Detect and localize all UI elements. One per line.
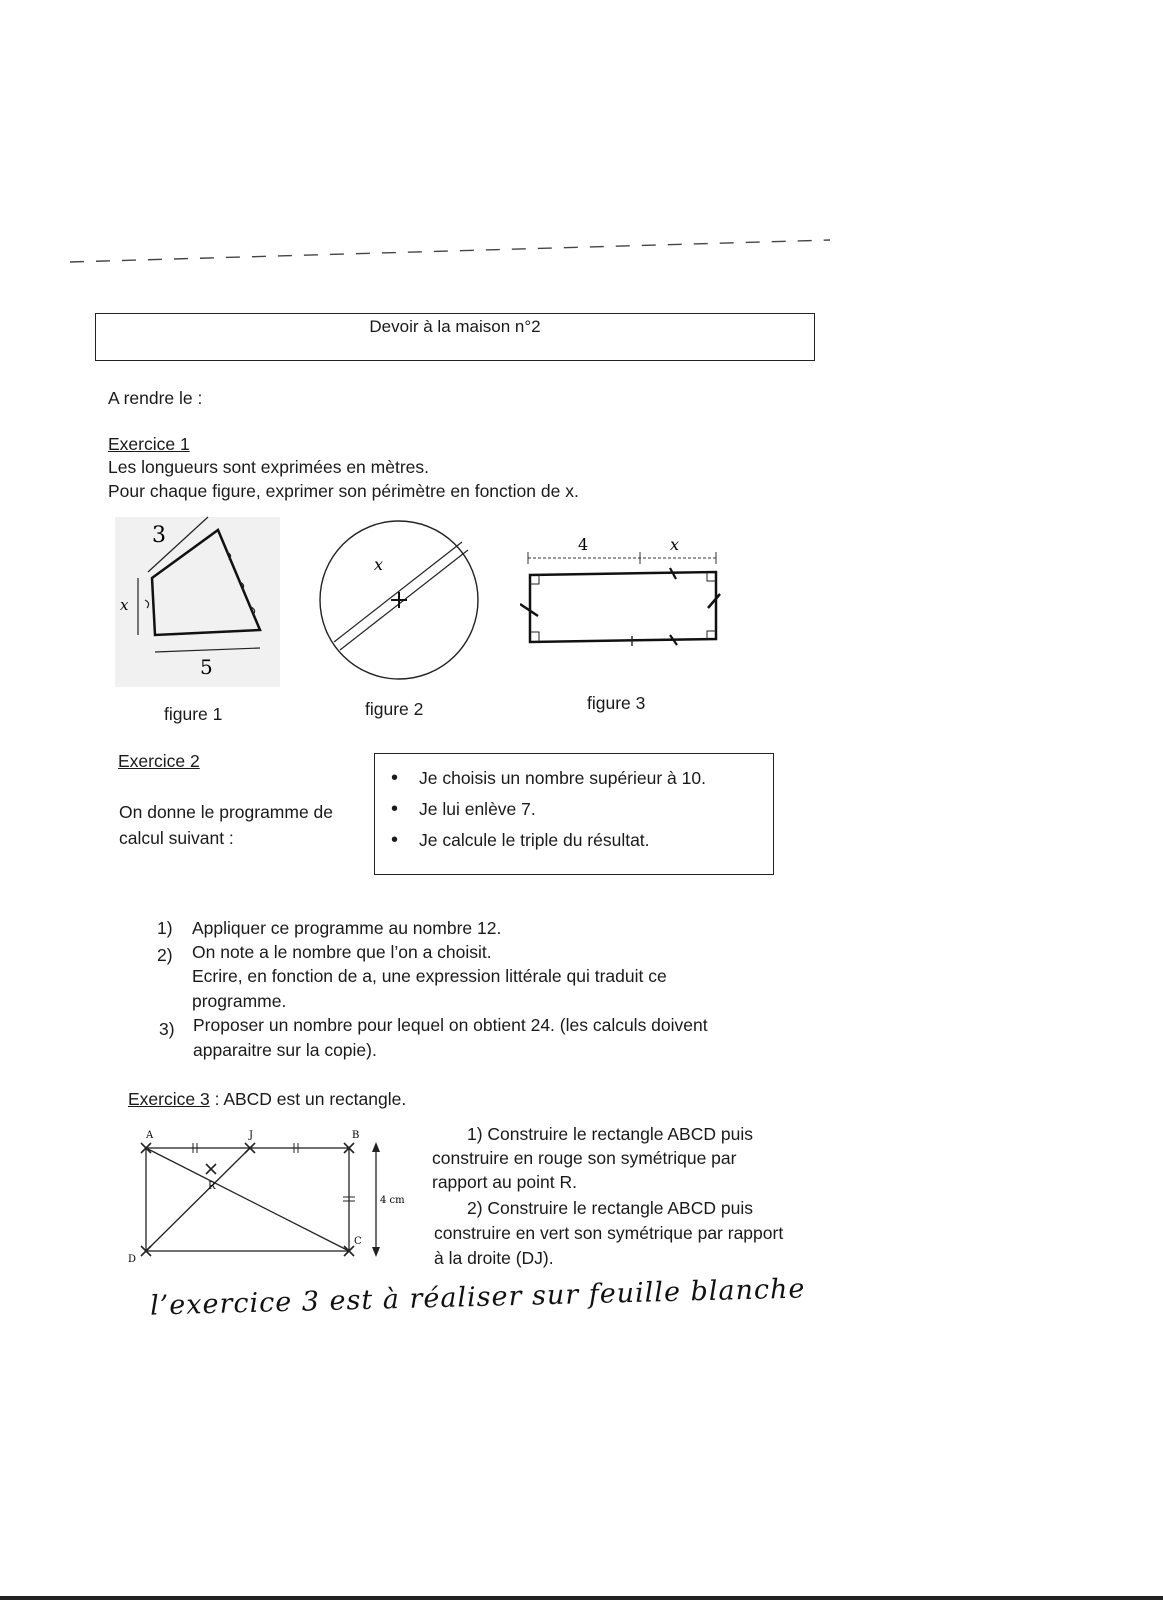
- due-date-label: A rendre le :: [108, 388, 203, 408]
- exercise-2-heading: Exercice 2: [118, 751, 200, 771]
- bullet-3: •: [391, 829, 399, 851]
- figure-2-circle: [312, 514, 487, 686]
- exercise-3-question-1-line-2: construire en rouge son symétrique par: [432, 1148, 737, 1168]
- exercise-3-heading-rest: : ABCD est un rectangle.: [209, 1089, 407, 1109]
- figure-2-caption: figure 2: [365, 699, 424, 719]
- exercise-3-heading: Exercice 3: [128, 1089, 210, 1109]
- question-3-number: 3): [159, 1019, 175, 1039]
- figure-3-caption: figure 3: [587, 693, 646, 713]
- program-step-2: Je lui enlève 7.: [419, 799, 536, 819]
- exercise-3-question-2-line-3: à la droite (DJ).: [434, 1248, 554, 1268]
- scan-edge: [0, 1596, 1163, 1600]
- exercise-2-question-2-line-3: programme.: [192, 991, 287, 1011]
- figure-1-quadrilateral: [110, 512, 285, 692]
- program-step-3: Je calcule le triple du résultat.: [419, 830, 650, 850]
- exercise-3-question-2-line-1: 2) Construire le rectangle ABCD puis: [467, 1198, 753, 1218]
- exercise-1-line-2: Pour chaque figure, exprimer son périmètre en fonction de x.: [108, 481, 579, 501]
- exercise-2-intro-line-2: calcul suivant :: [119, 828, 234, 848]
- figure-1-label-bottom: 5: [200, 655, 213, 679]
- point-D-label: D: [128, 1254, 137, 1265]
- exercise-3-question-2-line-2: construire en vert son symétrique par rapport: [434, 1223, 784, 1243]
- exercise-3-heading-line: [128, 1087, 406, 1111]
- exercise-1-line-1: Les longueurs sont exprimées en mètres.: [108, 457, 429, 477]
- figure-1-label-left: x: [120, 596, 129, 614]
- question-2-number: 2): [157, 945, 173, 965]
- point-A-label: A: [146, 1130, 154, 1141]
- bullet-1: •: [391, 767, 399, 789]
- exercise-1-heading: Exercice 1: [108, 434, 190, 454]
- bullet-2: •: [391, 798, 399, 820]
- figure-1-caption: figure 1: [164, 704, 223, 724]
- exercise-3-question-1-line-1: 1) Construire le rectangle ABCD puis: [467, 1124, 753, 1144]
- program-step-1: Je choisis un nombre supérieur à 10.: [419, 768, 706, 788]
- point-B-label: B: [352, 1130, 360, 1141]
- exercise-2-question-3-line-1: Proposer un nombre pour lequel on obtient 24. (les calculs doivent: [193, 1015, 708, 1035]
- figure-3-label-x: x: [670, 536, 680, 554]
- point-C-label: C: [354, 1236, 362, 1247]
- exercise-2-intro-line-1: On donne le programme de: [119, 802, 334, 822]
- figure-3-rectangle: [520, 536, 735, 661]
- handwritten-note: l’exercice 3 est à réaliser sur feuille blanche: [149, 1273, 806, 1322]
- page-title: Devoir à la maison n°2: [369, 317, 541, 336]
- calculation-program-box: [374, 753, 774, 875]
- figure-2-label-diameter: x: [374, 555, 384, 574]
- figure-3-label-4: 4: [578, 536, 589, 554]
- exercise-2-question-1: Appliquer ce programme au nombre 12.: [192, 918, 502, 938]
- figure-1-label-top: 3: [152, 523, 166, 548]
- point-R-label: R: [208, 1181, 216, 1192]
- question-1-number: 1): [157, 918, 173, 938]
- exercise-3-question-1-line-3: rapport au point R.: [432, 1172, 577, 1192]
- dashed-cut-line: [40, 232, 830, 272]
- point-J-label: J: [249, 1130, 254, 1141]
- exercise-2-question-3-line-2: apparaitre sur la copie).: [193, 1040, 377, 1060]
- dimension-label: 4 cm: [380, 1195, 405, 1206]
- exercise-2-question-2-line-1: On note a le nombre que l’on a choisit.: [192, 942, 492, 962]
- title-box: [95, 313, 815, 361]
- exercise-2-question-2-line-2: Ecrire, en fonction de a, une expression littérale qui traduit ce: [192, 966, 667, 986]
- exercise-3-rectangle-figure: [126, 1120, 426, 1265]
